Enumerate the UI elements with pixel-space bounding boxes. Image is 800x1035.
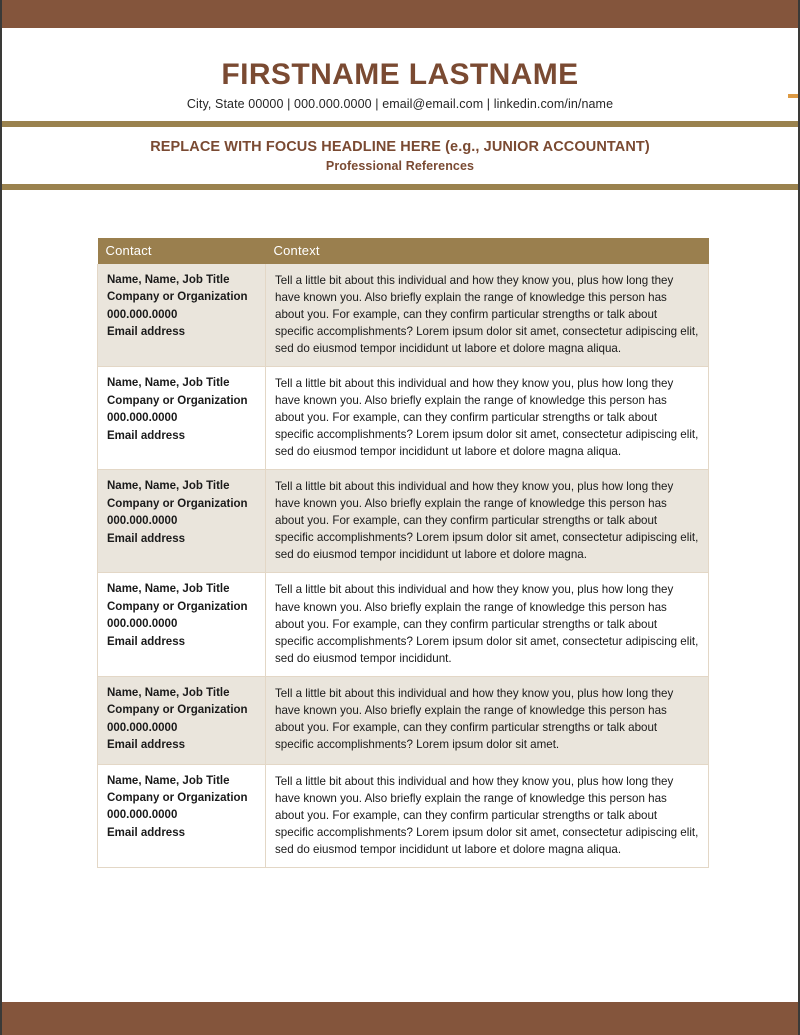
table-row [98,470,709,573]
table-row [98,264,709,367]
reference-name-title: Name, Name, Job Title [107,583,230,596]
reference-context-text: Tell a little bit about this individual and how they know you, plus how long they have known you. Also briefly explain the range of knowledge this person has about you. For example, can they confirm particular strengths or talk about specific accomplishments? Lorem ipsum dolor sit amet, consectetur adipiscing elit, sed do eiusmod tempor incididunt ut labore et dolore magna aliqua. [275,774,699,856]
reference-context-cell [266,470,709,573]
table-row [98,367,709,470]
reference-email: Email address [107,826,185,839]
page-bottom-accent-bar [2,1002,798,1035]
page-top-accent-bar [2,0,798,28]
reference-context-text: Tell a little bit about this individual and how they know you, plus how long they have known you. Also briefly explain the range of knowledge this person has about you. For example, can they confirm particular strengths or talk about specific accomplishments? Lorem ipsum dolor sit amet, consectetur adipiscing elit, sed do eiusmod tempor incididunt. [275,583,699,665]
contact-info-line: City, State 00000 | 000.000.0000 | email@email.com | linkedin.com/in/name [186,97,614,111]
reference-contact-cell [98,367,266,470]
reference-context-text: Tell a little bit about this individual and how they know you, plus how long they have known you. Also briefly explain the range of knowledge this person has about you. For example, can they confirm particular strengths or talk about specific accomplishments? Lorem ipsum dolor sit amet, consectetur adipiscing elit, sed do eiusmod tempor incididunt ut labore et dolore magna. [275,480,699,562]
reference-email: Email address [107,326,185,339]
reference-phone: 000.000.0000 [107,412,178,425]
table-header-row [98,238,709,264]
reference-contact-cell [98,264,266,367]
reference-contact-cell [98,573,266,676]
reference-context-text: Tell a little bit about this individual and how they know you, plus how long they have known you. Also briefly explain the range of knowledge this person has about you. For example, can they confirm particular strengths or talk about specific accomplishments? Lorem ipsum dolor sit amet, consectetur adipiscing elit, sed do eiusmod tempor incididunt ut labore et dolore magna aliqua. [275,377,699,459]
reference-phone: 000.000.0000 [107,618,178,631]
reference-context-cell [266,676,709,764]
references-table-body [98,264,709,867]
reference-email: Email address [107,532,185,545]
reference-phone: 000.000.0000 [107,308,178,321]
reference-name-title: Name, Name, Job Title [107,274,230,286]
reference-company: Company or Organization [107,394,248,407]
section-subtitle: Professional References [325,159,475,174]
reference-name-title: Name, Name, Job Title [107,377,230,390]
reference-email: Email address [107,635,185,648]
header-divider-rule-bottom [2,184,798,190]
references-table [97,238,709,868]
reference-company: Company or Organization [107,704,248,717]
reference-contact-cell [98,676,266,764]
reference-context-cell [266,764,709,867]
reference-context-cell [266,367,709,470]
reference-company: Company or Organization [107,600,248,613]
reference-name-title: Name, Name, Job Title [107,686,230,699]
reference-company: Company or Organization [107,291,248,304]
reference-phone: 000.000.0000 [107,809,178,822]
column-header-contact: Contact [98,238,266,264]
references-table-wrapper [97,238,708,868]
reference-contact-cell [98,470,266,573]
reference-phone: 000.000.0000 [107,721,178,734]
reference-email: Email address [107,429,185,442]
reference-context-cell [266,264,709,367]
reference-company: Company or Organization [107,497,248,510]
table-row [98,764,709,867]
reference-context-cell [266,573,709,676]
document-header [2,28,798,121]
reference-context-text: Tell a little bit about this individual and how they know you, plus how long they have known you. Also briefly explain the range of knowledge this person has about you. For example, can they confirm particular strengths or talk about specific accomplishments? Lorem ipsum dolor sit amet. [275,686,674,751]
focus-headline: REPLACE WITH FOCUS HEADLINE HERE (e.g., JUNIOR ACCOUNTANT) [150,138,650,155]
focus-headline-block [2,127,798,184]
table-row [98,676,709,764]
page-title-full-name: FIRSTNAME LASTNAME [221,57,579,91]
references-table-head [98,238,709,264]
column-header-context: Context [266,238,709,264]
reference-name-title: Name, Name, Job Title [107,774,230,787]
table-row [98,573,709,676]
reference-context-text: Tell a little bit about this individual and how they know you, plus how long they have known you. Also briefly explain the range of knowledge this person has about you. For example, can they confirm particular strengths or talk about specific accomplishments? Lorem ipsum dolor sit amet, consectetur adipiscing elit, sed do eiusmod tempor incididunt ut labore et dolore magna aliqua. [275,274,699,356]
reference-phone: 000.000.0000 [107,515,178,528]
reference-contact-cell [98,764,266,867]
reference-company: Company or Organization [107,791,248,804]
reference-email: Email address [107,739,185,752]
reference-name-title: Name, Name, Job Title [107,480,230,493]
